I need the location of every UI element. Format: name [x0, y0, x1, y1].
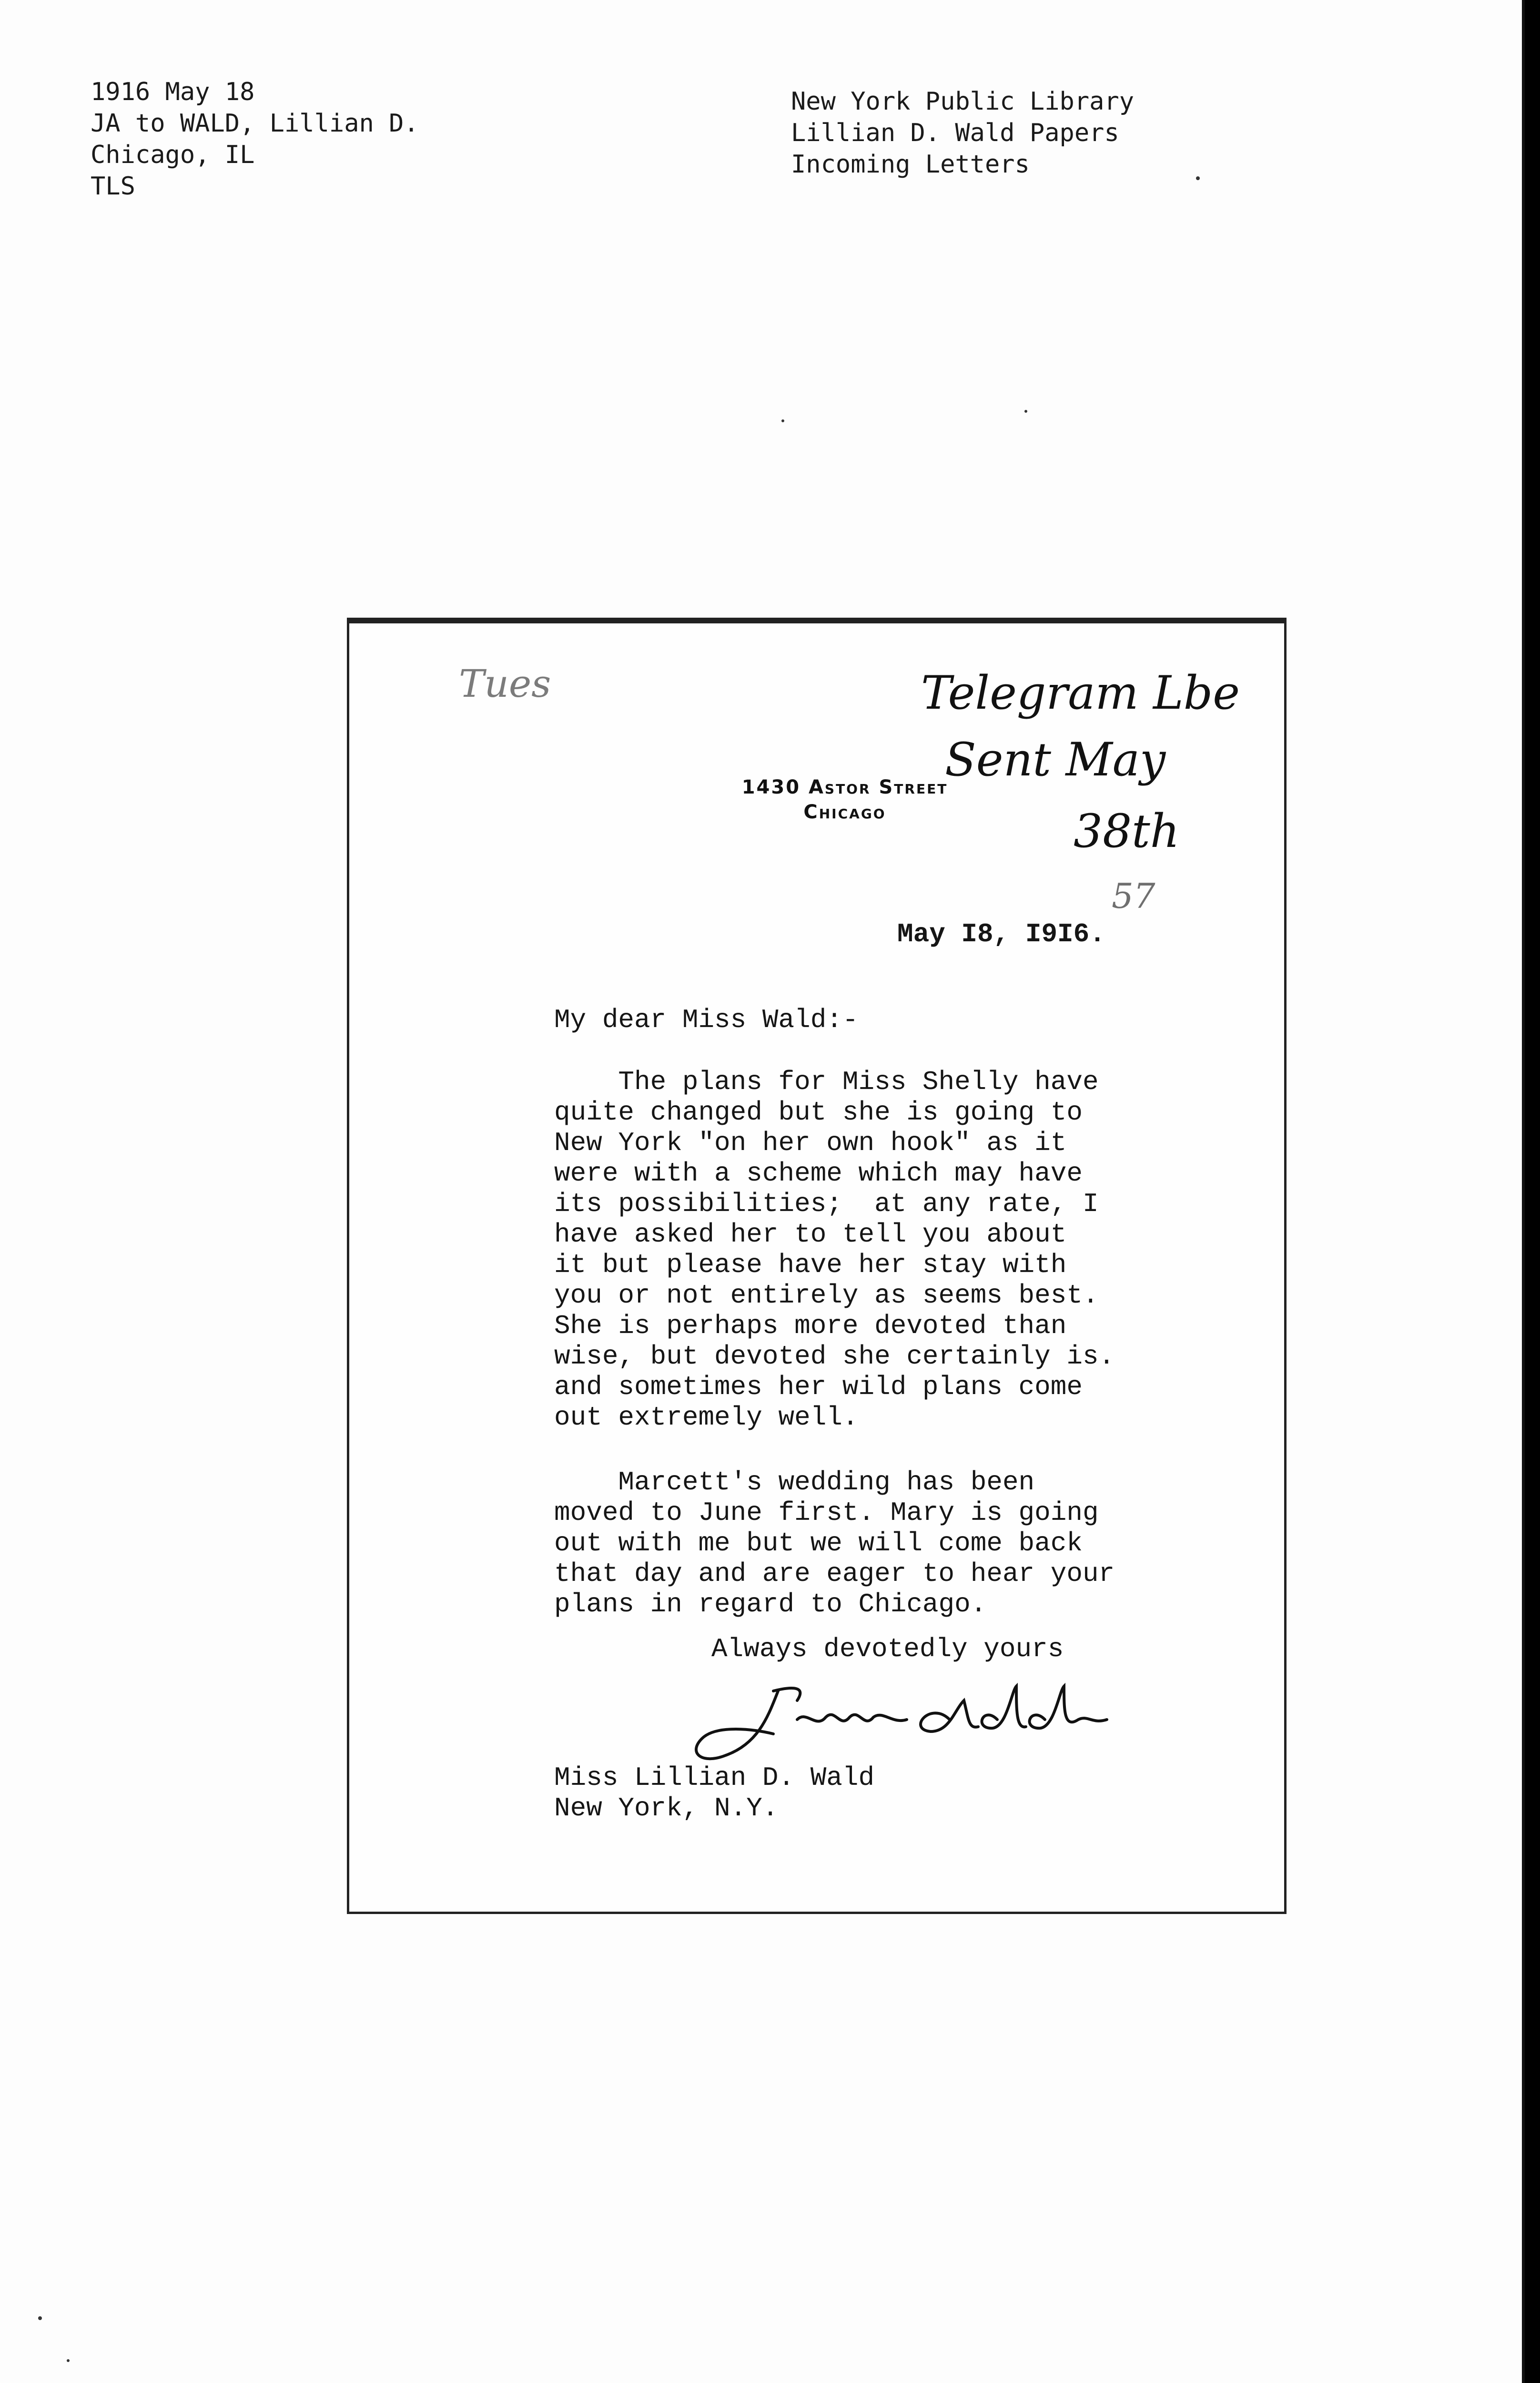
letterhead-street: 1430 Astor Street [741, 776, 948, 798]
catalog-info-left [91, 76, 419, 202]
catalog-series: Incoming Letters [791, 150, 1030, 179]
body-paragraph-2: Marcett's wedding has been moved to June first. Mary is going out with me but we will come back that day and are eager to hear your plans in regard to Chicago. [554, 1467, 1115, 1619]
scan-speck [67, 2359, 70, 2362]
letterhead [711, 775, 978, 825]
scan-speck [781, 419, 784, 422]
catalog-type: TLS [91, 172, 135, 201]
scan-speck [38, 2316, 42, 2320]
closing: Always devotedly yours [711, 1634, 1064, 1664]
signature-image [683, 1672, 1112, 1767]
scan-speck [1196, 176, 1200, 180]
letter-date: May I8, I9I6. [897, 919, 1105, 949]
recipient-address: Miss Lillian D. Wald New York, N.Y. [554, 1762, 875, 1823]
scan-speck [1024, 410, 1027, 413]
letterhead-city: Chicago [803, 801, 886, 823]
catalog-date: 1916 May 18 [91, 78, 255, 106]
catalog-correspondents: JA to WALD, Lillian D. [91, 109, 419, 138]
catalog-place: Chicago, IL [91, 141, 255, 169]
body-paragraph-1: The plans for Miss Shelly have quite changed but she is going to New York "on her own hook" as it were with a scheme which may have its possibilities; at any rate, I have asked her to tell you about it but please have her stay with you or not entirely as seems best. She is perhaps more devoted than wise, but devoted she certainly is. and sometimes her wild plans come out extremely well. [554, 1067, 1115, 1433]
catalog-repository: New York Public Library [791, 87, 1135, 116]
handwritten-note-top-left: Tues [459, 662, 551, 706]
handwritten-note-line: 57 [1112, 876, 1155, 916]
catalog-info-right [791, 86, 1134, 180]
salutation: My dear Miss Wald:- [554, 1005, 859, 1035]
handwritten-note-line: Telegram Lbe [921, 666, 1240, 720]
letter-sheet [347, 618, 1287, 1914]
catalog-collection: Lillian D. Wald Papers [791, 119, 1119, 147]
handwritten-note-line: 38th [1074, 805, 1180, 858]
handwritten-note-line: Sent May [945, 733, 1166, 786]
